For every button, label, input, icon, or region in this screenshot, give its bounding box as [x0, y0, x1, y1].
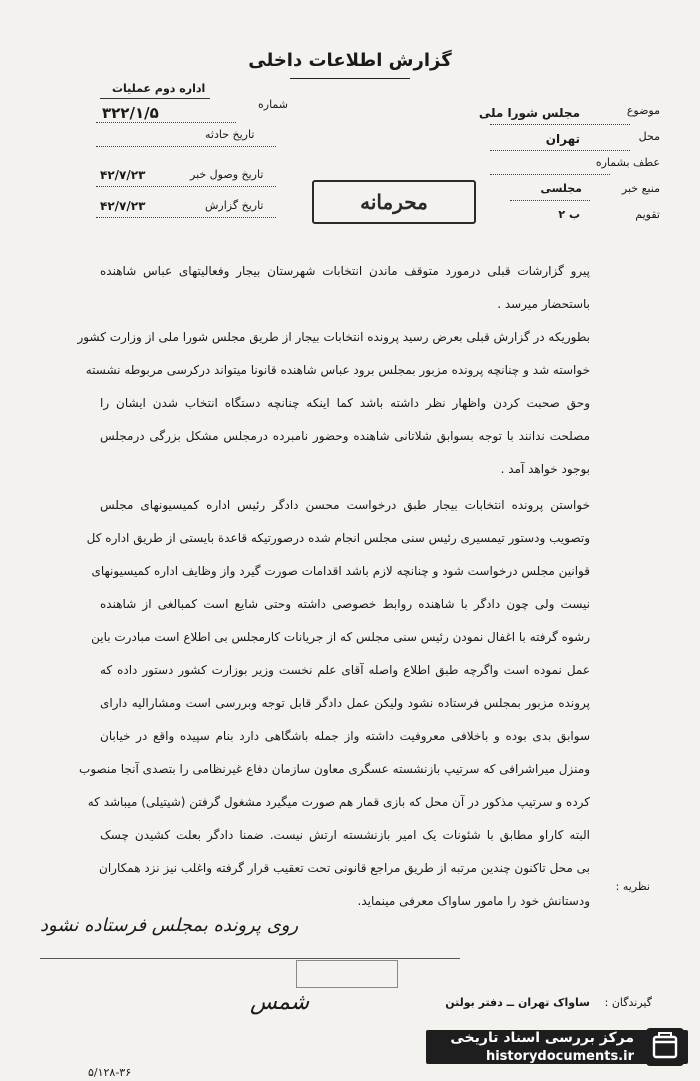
body-line: پیرو گزارشات قبلی درمورد متوقف ماندن انتخابات شهرستان بیجار وفعالیتهای عباس شاهنده [100, 264, 590, 278]
body-line: مصلحت ندانند با توجه بسوابق شلاتانی شاهنده وحضور نامبرده درمجلس مشکل بزرگی درمجلس [100, 429, 590, 443]
body-line: ومنزل میراشرافی که سرتیپ بازنشسته عسگری معاون سازمان دفاع غیرنظامی را بتصدی آنجا منصوب [79, 762, 590, 776]
reference-underline [490, 174, 610, 175]
number-label: شماره [258, 98, 289, 111]
evaluation-value: ب ۲ [558, 208, 580, 221]
body-line: وتصویب ودستور تیمسیری رئیس سنی مجلس انجام شده درصورتیکه قاعدة بایستی از طریق اداره کل [86, 531, 590, 545]
received-date-value: ۴۲/۷/۲۳ [100, 168, 146, 182]
report-date-label: تاریخ گزارش [205, 199, 264, 212]
title-underline [290, 78, 410, 79]
body-line: کرده و سرتیپ مذکور در آن محل که بازی قمار هم صورت میگیرد مشغول گرفتن (شیتیلی) میباشد که [87, 795, 590, 809]
department-underline [100, 98, 210, 99]
body-line: بوجود خواهد آمد . [500, 462, 590, 476]
department-name: اداره دوم عملیات [112, 82, 206, 95]
received-date-underline [96, 186, 276, 187]
number-value: ۳۲۲/۱/۵ [102, 104, 159, 122]
handwritten-underline [40, 958, 460, 959]
body-line: بطوریکه در گزارش قبلی بعرض رسید پرونده انتخابات بیجار از طریق مجلس شورا ملی از وزارت کشور [77, 330, 590, 344]
incident-date-underline [96, 146, 276, 147]
body-line: خواسته شد و چنانچه پرونده مزبور بمجلس برود عباس شاهنده قانونا میتواند درکرسی مربوطه نشسته [85, 363, 590, 377]
subject-underline [490, 124, 630, 125]
signature: شمس [250, 990, 310, 1015]
report-date-value: ۴۲/۷/۲۳ [100, 199, 146, 213]
watermark-url: historydocuments.ir [485, 1049, 634, 1064]
body-line: عمل نموده است واگرچه طبق اطلاع واصله آقای علم نخست وزیر بوزارت کشور دستور داده که [100, 663, 590, 677]
body-line: نیست ولی چون دادگر با شاهنده روابط خصوصی داشته وحتی شایع است کمبالغی از شاهنده [100, 597, 590, 611]
body-line: ودستانش خود را مامور ساواک معرفی مینماید. [357, 894, 590, 908]
opinion-label: نظریه : [615, 880, 650, 893]
handwritten-note: روی پرونده بمجلس فرستاده نشود [40, 915, 299, 936]
body-line: بی محل تاکنون چندین مرتبه از طریق مراجع قانونی تحت تعقیب قرار گرفته واغلب نیز نزد همکاران [99, 861, 590, 875]
body-line: البته کاراو مطابق با شئونات یک امیر بازنشسته ارتش نیست. ضمنا دادگر بعلت کشیدن چسک [100, 828, 590, 842]
incident-date-label: تاریخ حادثه [205, 128, 255, 141]
document-code: ۵/۱۲۸-۳۶ [88, 1066, 132, 1079]
report-title: گزارش اطلاعات داخلی [248, 50, 452, 71]
body-line: خواستن پرونده انتخابات بیجار طبق درخواست محسن دادگر رئیس اداره کمیسیونهای مجلس [100, 498, 590, 512]
body-line: وحق صحبت کردن واظهار نظر داشته باشد کما اینکه چنانچه دستگاه انتخاب شدن ایشان را [100, 396, 590, 410]
subject-label: موضوع [626, 104, 660, 117]
watermark-org-name: مرکز بررسی اسناد تاریخی [450, 1030, 634, 1046]
document-folder-icon [646, 1028, 684, 1066]
body-line: رشوه گرفته با اغفال نمودن رئیس سنی مجلس که از جریانات کارمجلس بی اطلاع است مبادرت باین [91, 630, 590, 644]
number-underline [96, 122, 236, 123]
report-date-underline [96, 217, 276, 218]
body-line: سوابق بدی بوده و باخلافی معروفیت داشته واز جمله باشگاهی دارد بنام سپیده واقع در خیابان [100, 729, 590, 743]
body-line: پرونده مزبور بمجلس فرستاده نشود ولیکن عمل دادگر قابل توجه وبررسی است ومشارالیه دارای [100, 696, 590, 710]
location-underline [490, 150, 630, 151]
source-underline [510, 200, 590, 201]
subject-value: مجلس شورا ملی [478, 106, 580, 120]
confidential-stamp: محرمانه [312, 180, 476, 224]
location-value: تهران [545, 132, 580, 146]
evaluation-label: تقویم [635, 208, 660, 221]
source-value: مجلسی [540, 182, 582, 195]
faint-stamp [296, 960, 398, 988]
reference-label: عطف بشماره [595, 156, 660, 169]
received-date-label: تاریخ وصول خبر [190, 168, 264, 181]
body-line: باستحضار میرسد . [497, 297, 590, 311]
location-label: محل [638, 130, 660, 143]
source-label: منبع خبر [621, 182, 660, 195]
body-line: قوانین مجلس درخواست شود و چنانچه لازم باشد اقدامات صورت گیرد واز وظایف اداره کمیسیونهای [91, 564, 590, 578]
recipients-label: گیرندگان : [604, 996, 652, 1009]
recipients-value: ساواک تهران ــ دفتر بولتن [445, 996, 590, 1009]
